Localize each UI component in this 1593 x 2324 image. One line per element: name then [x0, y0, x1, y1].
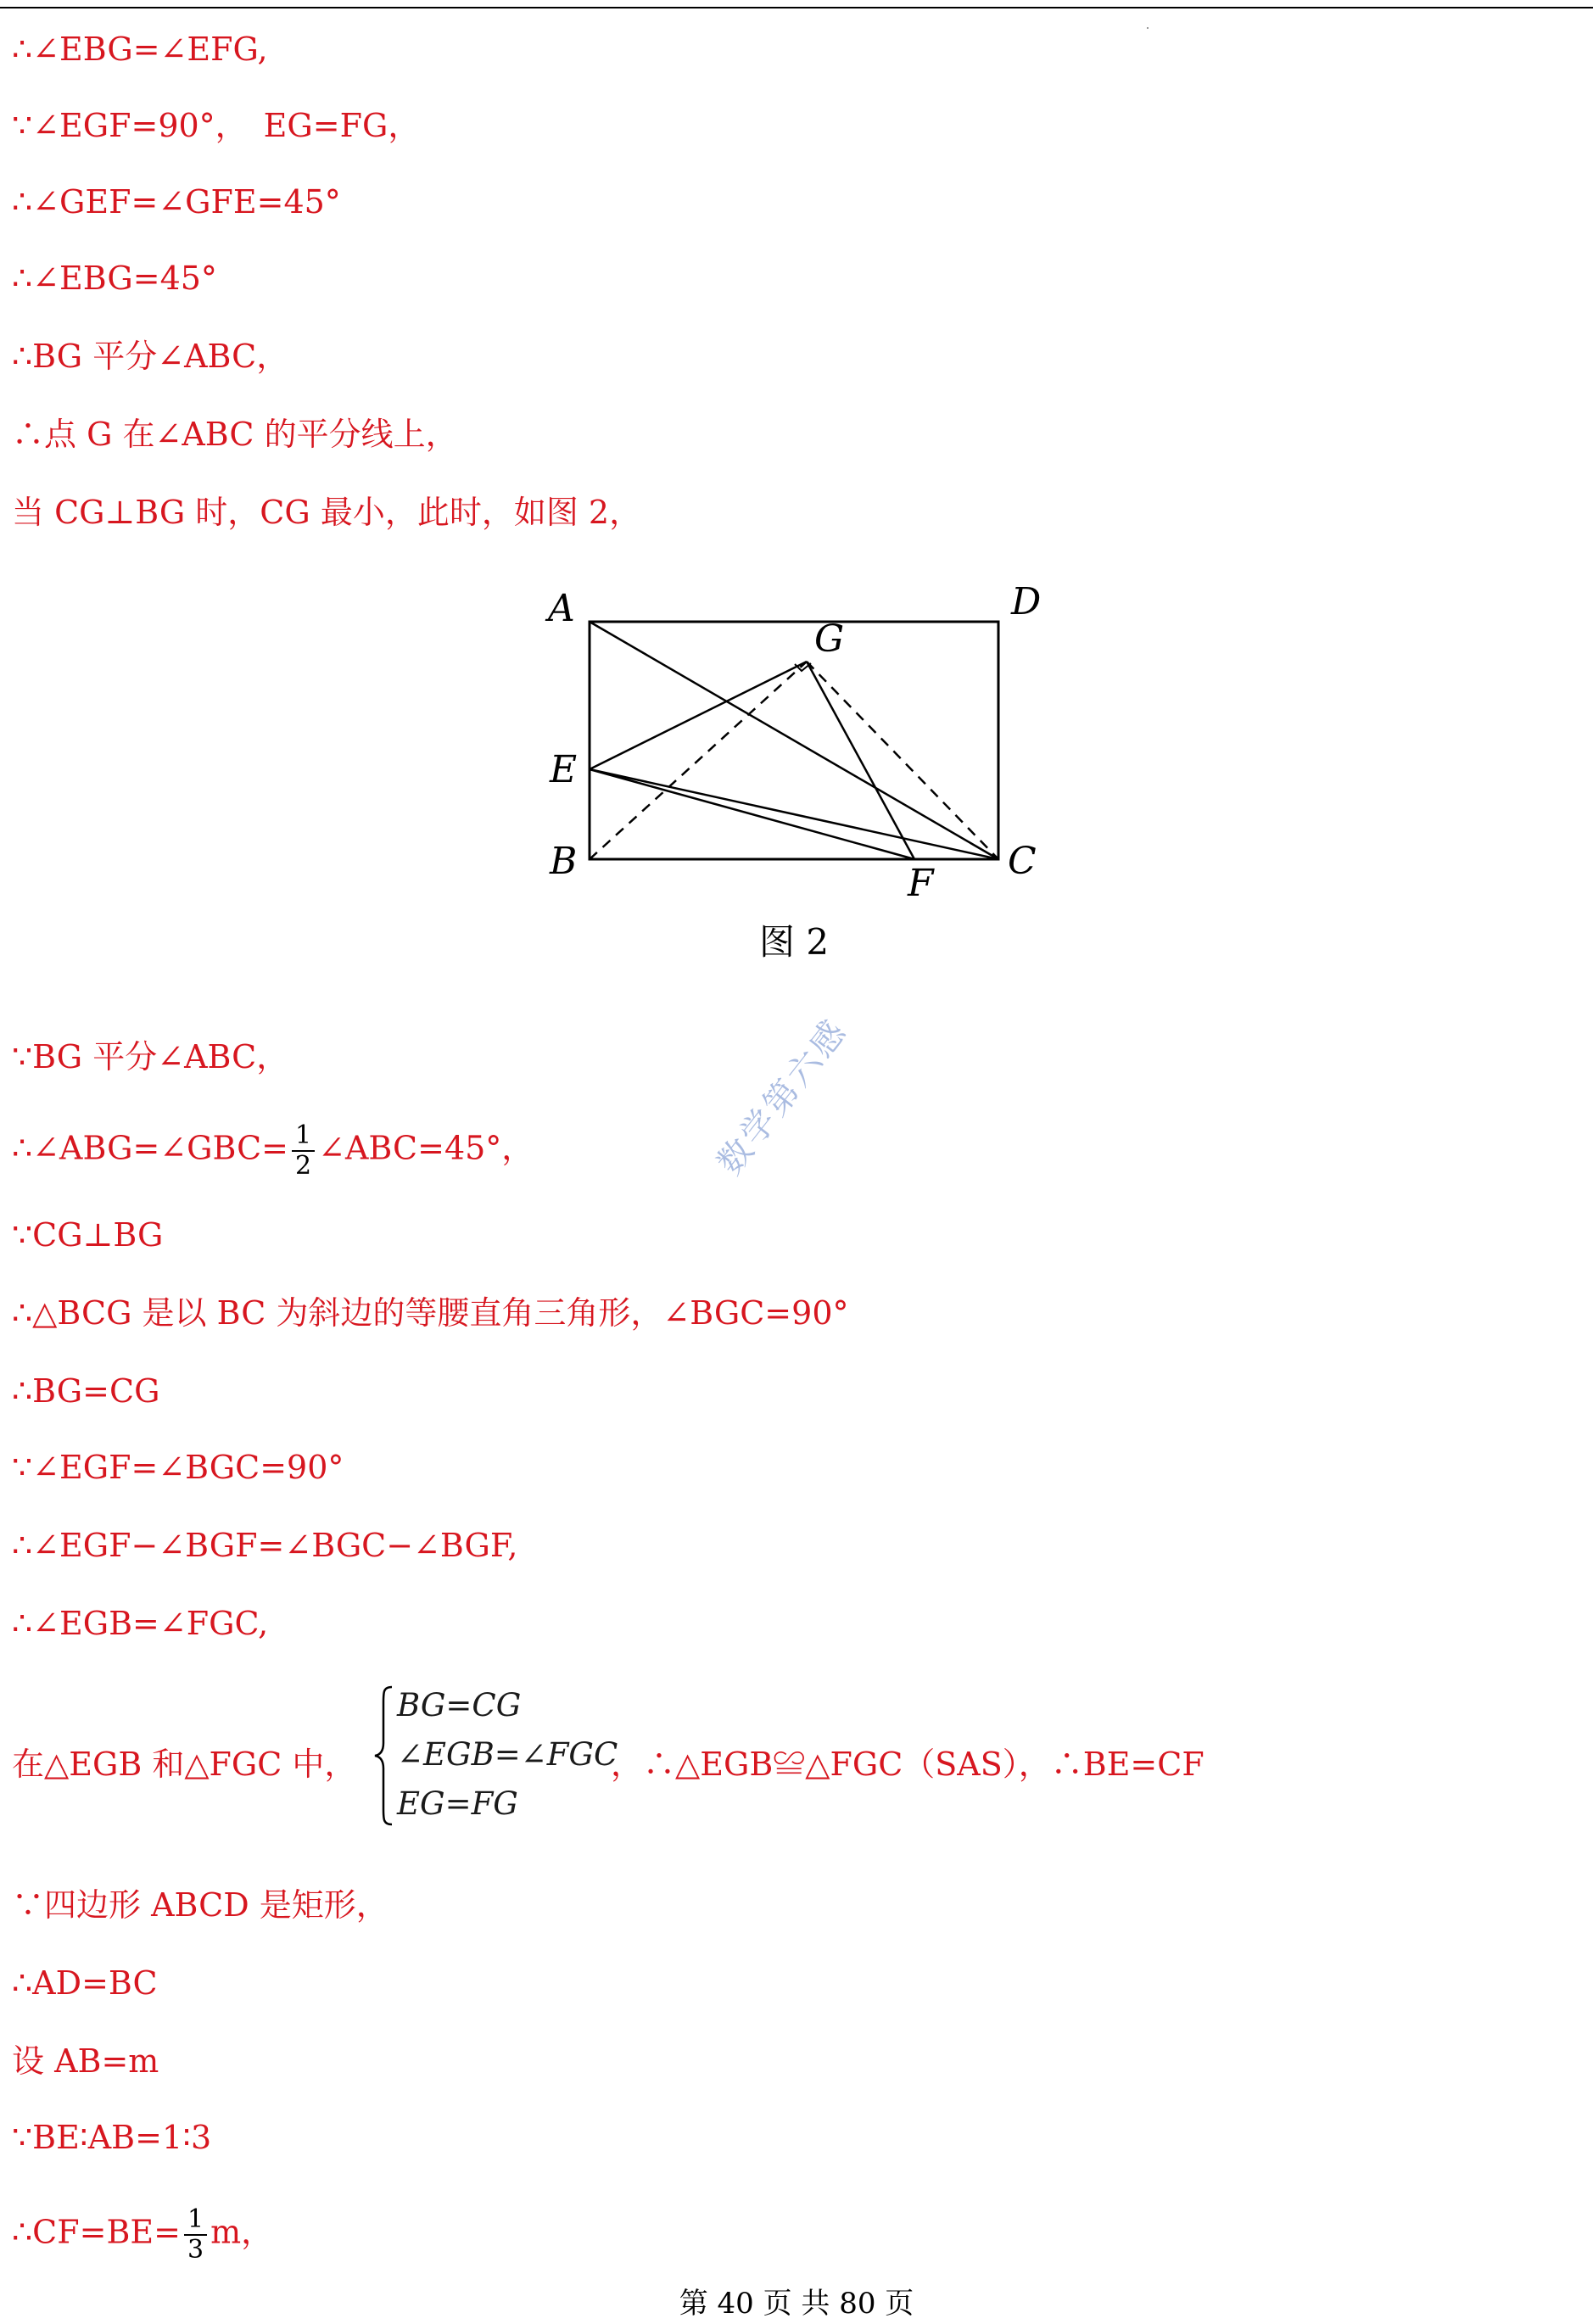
proof-line: ∵BG 平分∠ABC， [12, 1038, 289, 1075]
segment-gc-dashed [807, 662, 998, 859]
proof-line: 当 CG⊥BG 时，CG 最小，此时，如图 2， [12, 494, 642, 531]
proof-line: 设 AB=m [12, 2042, 159, 2080]
fraction-line-suffix: m， [210, 2213, 274, 2251]
fraction-one-third [184, 2205, 207, 2265]
equation-system [373, 1684, 618, 1828]
watermark: 数学第六感 [710, 1011, 856, 1182]
system-row: BG=CG [397, 1687, 522, 1723]
segment-ac [590, 622, 998, 859]
figure-svg [534, 585, 1060, 891]
vertex-label-d: D [1011, 580, 1042, 623]
proof-line: ∴AD=BC [12, 1964, 158, 2002]
proof-line: ∴∠EBG=45° [12, 260, 217, 297]
fraction-one-half [292, 1121, 315, 1181]
segment-eg [590, 662, 807, 769]
figure-caption: 图 2 [759, 921, 830, 963]
left-brace-icon [373, 1684, 395, 1828]
system-row: ∠EGB=∠FGC [397, 1736, 618, 1773]
speck [1147, 27, 1149, 29]
vertex-label-a: A [548, 587, 575, 630]
fraction-line-prefix: ∴∠ABG=∠GBC= [12, 1129, 289, 1167]
proof-line: ∴点 G 在∠ABC 的平分线上， [12, 416, 458, 453]
proof-line: ∴BG=CG [12, 1372, 160, 1410]
vertex-label-e: E [550, 748, 578, 791]
proof-line: ∴∠GEF=∠GFE=45° [12, 183, 341, 221]
fraction-numerator: 1 [292, 1121, 315, 1152]
page-footer: 第 40 页 共 80 页 [679, 2287, 914, 2321]
proof-line: ∴∠EGB=∠FGC, [12, 1605, 269, 1642]
proof-line: ∵∠EGF=90°， EG=FG， [12, 107, 421, 144]
segment-bg-dashed [590, 662, 807, 859]
segment-ec [590, 769, 998, 859]
proof-line-fraction [12, 2205, 273, 2265]
geometry-figure [534, 580, 1060, 905]
system-suffix: ，∴△EGB≌△FGC（SAS），∴BE=CF [611, 1746, 1205, 1783]
proof-line: ∵四边形 ABCD 是矩形， [12, 1886, 388, 1924]
fraction-numerator: 1 [184, 2205, 207, 2236]
vertex-label-c: C [1008, 840, 1037, 883]
proof-line: ∴∠EBG=∠EFG, [12, 31, 268, 68]
fraction-line-prefix: ∴CF=BE= [12, 2213, 181, 2251]
proof-line: ∴∠EGF−∠BGF=∠BGC−∠BGF, [12, 1527, 518, 1564]
vertex-label-f: F [908, 862, 934, 905]
proof-line-fraction [12, 1121, 534, 1181]
fraction-line-suffix: ∠ABC=45°， [318, 1129, 534, 1167]
proof-line: ∴BG 平分∠ABC， [12, 338, 289, 375]
proof-line: ∵CG⊥BG [12, 1216, 164, 1254]
fraction-denominator: 2 [295, 1151, 312, 1181]
top-rule [0, 7, 1593, 8]
proof-line: ∵∠EGF=∠BGC=90° [12, 1449, 344, 1486]
system-prefix: 在△EGB 和△FGC 中， [12, 1746, 357, 1783]
fraction-denominator: 3 [187, 2235, 204, 2265]
proof-line: ∴△BCG 是以 BC 为斜边的等腰直角三角形，∠BGC=90° [12, 1294, 849, 1332]
vertex-label-b: B [550, 840, 578, 883]
proof-line: ∵BE∶AB=1∶3 [12, 2119, 212, 2156]
vertex-label-g: G [814, 617, 845, 661]
system-row: EG=FG [397, 1785, 518, 1822]
